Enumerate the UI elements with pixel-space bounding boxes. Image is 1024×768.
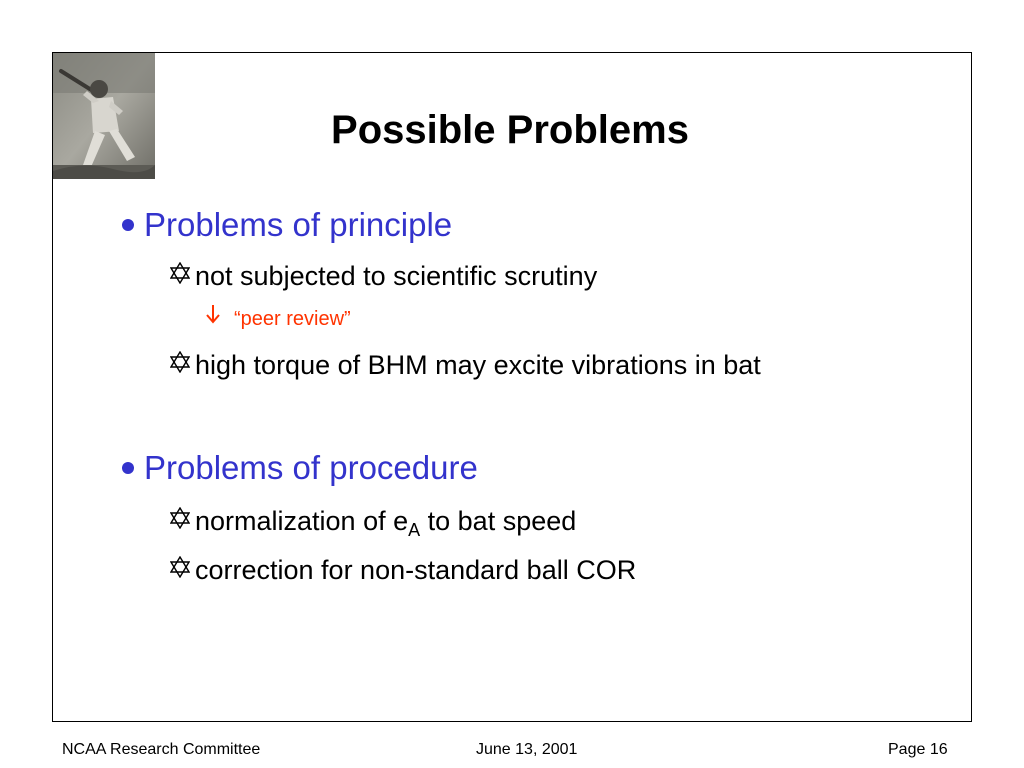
subbullet-text: high torque of BHM may excite vibrations in bat [195, 350, 761, 380]
baseball-batter-photo [53, 53, 155, 179]
subbullet-scientific-scrutiny [170, 259, 597, 295]
arrow-down-icon [206, 304, 220, 331]
star-of-david-icon [170, 503, 192, 537]
bullet-problems-of-principle [122, 205, 452, 245]
subbullet-text: correction for non-standard ball COR [195, 555, 637, 585]
star-of-david-icon [170, 552, 192, 586]
subbullet-text-before: normalization of e [195, 506, 409, 536]
bullet-heading: Problems of principle [144, 206, 453, 243]
subscript-a: A [408, 520, 421, 540]
subbullet-text-after: to bat speed [420, 506, 577, 536]
footer-page-number: Page 16 [888, 741, 948, 758]
star-of-david-icon [170, 258, 192, 292]
slide-title: Possible Problems [331, 108, 689, 152]
subbullet-high-torque [170, 348, 761, 384]
subbullet-text: not subjected to scientific scrutiny [195, 261, 598, 291]
bullet-problems-of-procedure [122, 448, 478, 488]
bullet-dot-icon [122, 219, 134, 231]
footer-left: NCAA Research Committee [62, 741, 261, 758]
star-of-david-icon [170, 347, 192, 381]
subsubbullet-peer-review [206, 306, 351, 333]
subsubbullet-text: “peer review” [234, 308, 351, 330]
bullet-dot-icon [122, 462, 134, 474]
bullet-heading: Problems of procedure [144, 449, 478, 486]
subbullet-normalization [170, 504, 576, 540]
subbullet-correction-cor [170, 553, 636, 589]
footer-date: June 13, 2001 [476, 741, 578, 758]
